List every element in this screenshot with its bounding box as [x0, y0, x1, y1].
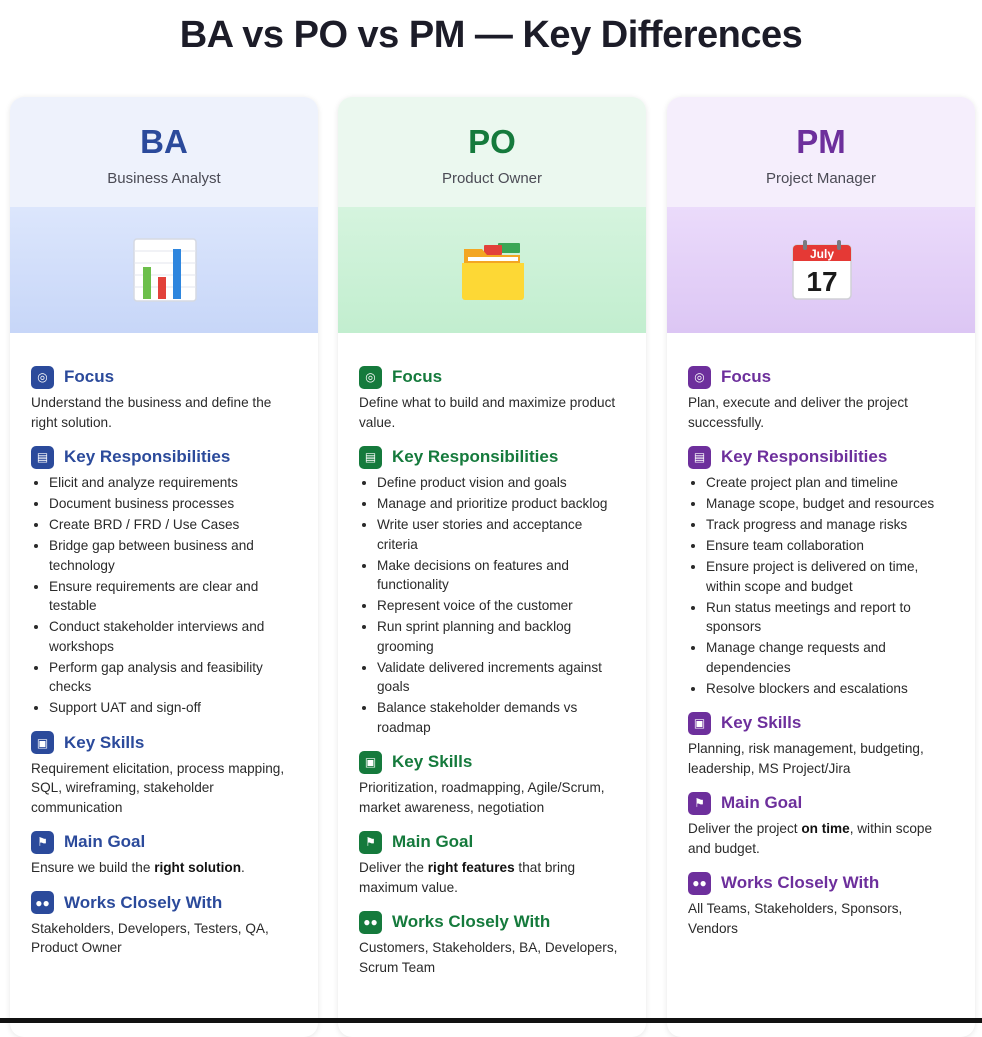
- toolbox-icon: ▣: [359, 751, 382, 774]
- target-icon: ◎: [31, 366, 54, 389]
- responsibility-list: [31, 473, 298, 718]
- list-item: • Create BRD / FRD / Use Cases: [49, 515, 298, 535]
- list-item: • Ensure team collaboration: [706, 536, 955, 556]
- card-banner: [10, 207, 318, 333]
- works-with-text: Stakeholders, Developers, Testers, QA, Product Owner: [31, 920, 269, 955]
- card-pm: [667, 97, 975, 1037]
- focus-section: [688, 365, 955, 432]
- toolbox-icon: ▣: [688, 712, 711, 735]
- section-title: Key Responsibilities: [392, 447, 559, 466]
- role-name: Business Analyst: [107, 170, 221, 187]
- responsibilities-section: [359, 445, 626, 737]
- card-header: [667, 97, 975, 207]
- works-with-text: Customers, Stakeholders, BA, Developers, Scrum Team: [359, 940, 618, 975]
- section-title: Key Skills: [64, 732, 145, 752]
- bottom-divider: [0, 1018, 982, 1023]
- list-item: • Manage change requests and dependencies: [706, 638, 955, 677]
- list-item: • Manage scope, budget and resources: [706, 494, 955, 514]
- section-title: Works Closely With: [64, 892, 223, 912]
- flag-icon: ⚑: [359, 831, 382, 854]
- list-item: • Conduct stakeholder interviews and workshops: [49, 617, 298, 656]
- toolbox-icon: ▣: [31, 731, 54, 754]
- goal-section: [359, 830, 626, 897]
- target-icon: ◎: [359, 366, 382, 389]
- card-banner: [338, 207, 646, 333]
- clipboard-icon: ▤: [359, 446, 382, 469]
- list-item: • Document business processes: [49, 494, 298, 514]
- section-title: Focus: [721, 367, 772, 386]
- clipboard-icon: ▤: [688, 446, 711, 469]
- section-title: Focus: [64, 367, 115, 386]
- responsibilities-section: [688, 445, 955, 698]
- section-title: Works Closely With: [392, 912, 551, 931]
- section-title: Key Responsibilities: [721, 447, 888, 466]
- focus-text: Understand the business and define the right solution.: [31, 395, 272, 430]
- list-item: • Ensure requirements are clear and testable: [49, 577, 298, 616]
- skills-text: Requirement elicitation, process mapping, SQL, wireframing, stakeholder communication: [31, 760, 285, 815]
- focus-text: Define what to build and maximize product value.: [359, 395, 616, 430]
- list-item: • Create project plan and timeline: [706, 473, 955, 493]
- card-po: [338, 97, 646, 1037]
- role-name: Project Manager: [765, 170, 877, 187]
- list-item: • Manage and prioritize product backlog: [377, 494, 626, 514]
- list-item: • Ensure project is delivered on time, within scope and budget: [706, 557, 955, 596]
- list-item: • Validate delivered increments against goals: [377, 658, 626, 697]
- card-header: [10, 97, 318, 207]
- list-item: • Represent voice of the customer: [377, 596, 626, 616]
- goal-text: Deliver the right features that bring maximum value.: [359, 860, 576, 895]
- flag-icon: ⚑: [688, 792, 711, 815]
- responsibilities-section: [31, 445, 298, 718]
- folder-icon: [460, 237, 526, 303]
- list-item: • Perform gap analysis and feasibility checks: [49, 658, 298, 697]
- works-with-section: [31, 891, 298, 958]
- goal-section: [688, 791, 955, 858]
- section-title: Key Skills: [392, 752, 473, 771]
- target-icon: ◎: [688, 366, 711, 389]
- section-title: Main Goal: [64, 832, 146, 851]
- role-abbr: PO: [468, 123, 516, 160]
- role-abbr: BA: [140, 123, 188, 160]
- responsibility-list: [359, 473, 626, 737]
- works-with-text: All Teams, Stakeholders, Sponsors, Vendors: [688, 901, 903, 936]
- role-name: Product Owner: [441, 170, 543, 187]
- list-item: • Track progress and manage risks: [706, 515, 955, 535]
- section-title: Works Closely With: [721, 873, 880, 892]
- list-item: • Make decisions on features and functionality: [377, 556, 626, 595]
- list-item: • Run status meetings and report to sponsors: [706, 598, 955, 637]
- people-icon: ●●: [31, 891, 54, 914]
- section-title: Focus: [392, 367, 443, 386]
- skills-text: Planning, risk management, budgeting, leadership, MS Project/Jira: [688, 741, 924, 776]
- section-title: Key Responsibilities: [64, 447, 231, 466]
- works-with-section: [359, 910, 626, 977]
- focus-section: [31, 365, 298, 432]
- calendar-month: July: [809, 247, 835, 261]
- list-item: • Write user stories and acceptance criteria: [377, 515, 626, 554]
- list-item: • Run sprint planning and backlog grooming: [377, 617, 626, 656]
- calendar-day: 17: [806, 266, 838, 297]
- people-icon: ●●: [688, 872, 711, 895]
- role-abbr: PM: [796, 123, 846, 160]
- page-title: BA vs PO vs PM — Key Differences: [179, 14, 803, 56]
- section-title: Main Goal: [721, 793, 803, 812]
- skills-text: Prioritization, roadmapping, Agile/Scrum, market awareness, negotiation: [359, 780, 605, 815]
- section-title: Main Goal: [392, 832, 474, 851]
- people-icon: ●●: [359, 911, 382, 934]
- list-item: • Support UAT and sign-off: [49, 698, 298, 718]
- focus-text: Plan, execute and deliver the project successfully.: [688, 395, 908, 430]
- goal-section: [31, 830, 298, 878]
- card-header: [338, 97, 646, 207]
- list-item: • Bridge gap between business and technology: [49, 536, 298, 575]
- skills-section: [31, 731, 298, 818]
- list-item: • Resolve blockers and escalations: [706, 679, 955, 699]
- list-item: • Define product vision and goals: [377, 473, 626, 493]
- goal-text: Ensure we build the right solution.: [31, 860, 245, 875]
- list-item: • Elicit and analyze requirements: [49, 473, 298, 493]
- list-item: • Balance stakeholder demands vs roadmap: [377, 698, 626, 737]
- card-ba: [10, 97, 318, 1037]
- flag-icon: ⚑: [31, 831, 54, 854]
- focus-section: [359, 365, 626, 432]
- skills-section: [359, 750, 626, 817]
- bar-chart-icon: [132, 237, 198, 303]
- responsibility-list: [688, 473, 955, 698]
- skills-section: [688, 711, 955, 778]
- calendar-icon: [789, 237, 855, 303]
- works-with-section: [688, 871, 955, 938]
- clipboard-icon: ▤: [31, 446, 54, 469]
- section-title: Key Skills: [721, 713, 802, 732]
- goal-text: Deliver the project on time, within scope and budget.: [688, 821, 933, 856]
- card-banner: [667, 207, 975, 333]
